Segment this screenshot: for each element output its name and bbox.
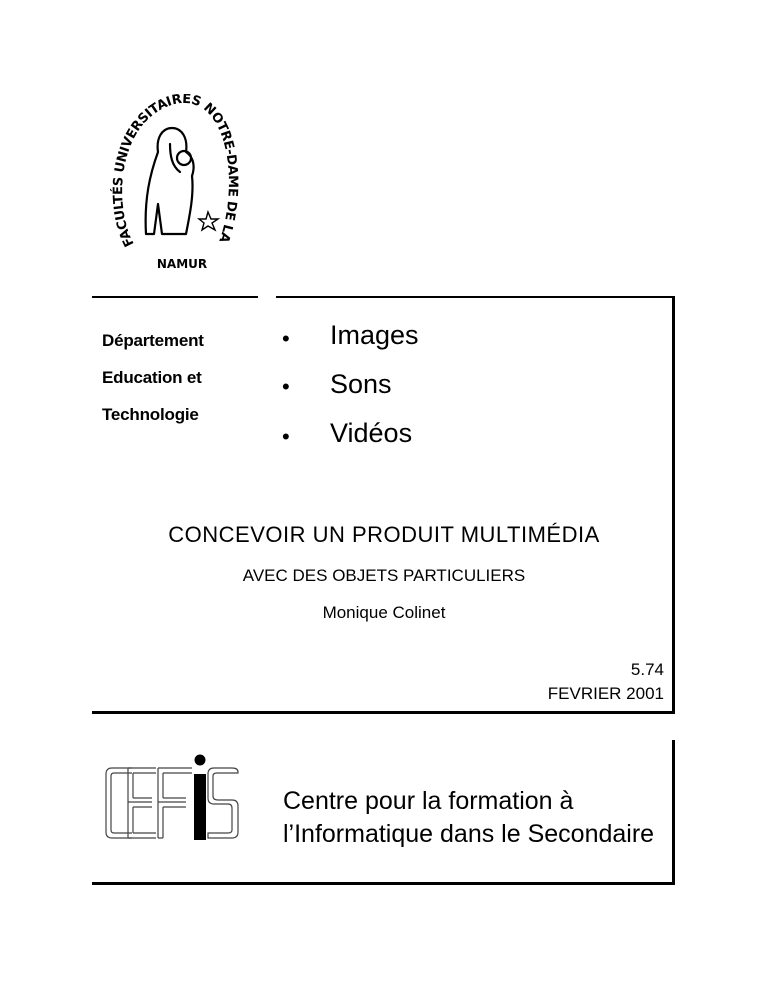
top-rule (276, 296, 674, 298)
madonna-figure-icon (146, 128, 194, 234)
topic-images: Images (330, 320, 419, 350)
right-rule (672, 296, 675, 712)
document-date: FEVRIER 2001 (547, 684, 664, 703)
document-number: 5.74 (630, 660, 664, 679)
department-line-2: Education et (102, 368, 202, 387)
cefis-logo (102, 754, 242, 846)
cefis-right-rule (672, 740, 675, 884)
svg-text:FACULTÉS UNIVERSITAIRES NOTRE- (110, 94, 240, 249)
left-rule (92, 296, 258, 298)
cefis-name-line-2: l’Informatique dans le Secondaire (283, 820, 655, 848)
department-line-1: Département (102, 331, 204, 350)
cefis-name-line-1: Centre pour la formation à (283, 787, 574, 815)
document-author: Monique Colinet (322, 603, 446, 622)
topic-videos: Vidéos (330, 418, 413, 448)
department-line-3: Technologie (102, 405, 199, 424)
cefis-bottom-rule (92, 882, 675, 885)
seal-ring-text: FACULTÉS UNIVERSITAIRES NOTRE-DAME DE LA (111, 94, 240, 249)
topic-bullet: • (282, 424, 290, 449)
topic-bullet: • (282, 326, 290, 351)
topic-bullet: • (282, 374, 290, 399)
university-seal (110, 94, 240, 274)
star-icon (199, 212, 218, 230)
bottom-rule (92, 711, 675, 714)
topic-sons: Sons (330, 369, 392, 399)
document-subtitle: AVEC DES OBJETS PARTICULIERS (242, 566, 526, 585)
seal-city: NAMUR (156, 257, 208, 271)
document-title: CONCEVOIR UN PRODUIT MULTIMÉDIA (168, 522, 600, 547)
